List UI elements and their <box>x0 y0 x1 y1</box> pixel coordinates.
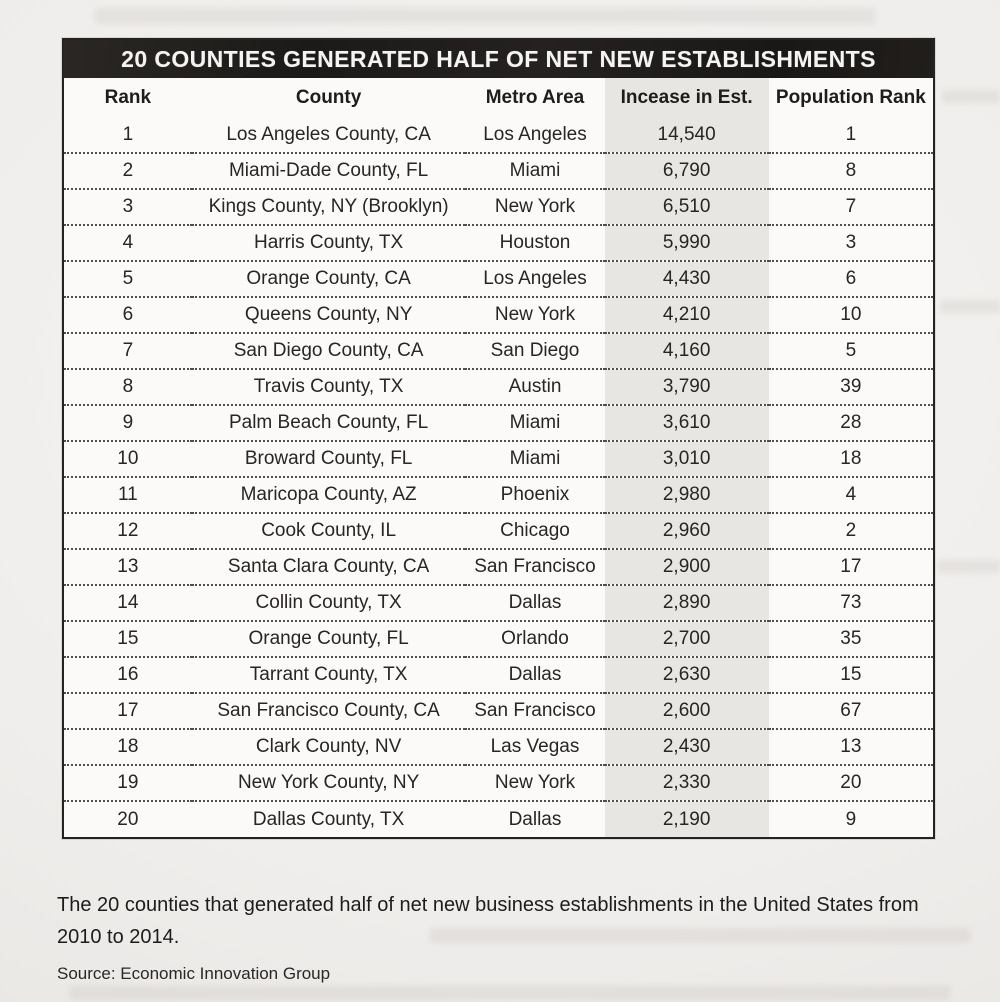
table-cell: 2,330 <box>605 765 769 801</box>
table-cell: Orange County, CA <box>192 261 466 297</box>
table-cell: 5,990 <box>605 225 769 261</box>
table-cell: 5 <box>769 333 933 369</box>
table-cell: Travis County, TX <box>192 369 466 405</box>
bleedthrough-ghost-text <box>942 90 1000 103</box>
table-row <box>64 729 933 765</box>
bleedthrough-ghost-text <box>95 8 875 24</box>
table-cell: Las Vegas <box>465 729 604 765</box>
table-cell: Orange County, FL <box>192 621 466 657</box>
table-cell: 17 <box>769 549 933 585</box>
table-cell: Austin <box>465 369 604 405</box>
table-cell: 2,960 <box>605 513 769 549</box>
table-cell: 4 <box>64 225 192 261</box>
table-cell: Harris County, TX <box>192 225 466 261</box>
column-header: County <box>295 86 362 108</box>
table-cell: 2,190 <box>605 801 769 837</box>
table-cell: 2,980 <box>605 477 769 513</box>
table-cell: 20 <box>769 765 933 801</box>
table-cell: 12 <box>64 513 192 549</box>
table-cell: 6,790 <box>605 153 769 189</box>
table-row <box>64 513 933 549</box>
table-cell: 14,540 <box>605 117 769 153</box>
establishments-table <box>62 38 935 839</box>
table-cell: Miami <box>465 153 604 189</box>
table-caption: The 20 counties that generated half of net new business establishments in the United States from 2010 to 2014. <box>57 894 919 948</box>
table-cell: Santa Clara County, CA <box>192 549 466 585</box>
table-cell: Miami <box>465 405 604 441</box>
table-cell: Maricopa County, AZ <box>192 477 466 513</box>
table-cell: 2,700 <box>605 621 769 657</box>
table-cell: 2,890 <box>605 585 769 621</box>
table-cell: 20 <box>117 808 139 830</box>
table-row <box>64 405 933 441</box>
table-row <box>64 333 933 369</box>
table-cell: 6 <box>64 297 192 333</box>
table-cell: San Francisco <box>465 693 604 729</box>
bleedthrough-ghost-text <box>70 986 950 1000</box>
table-cell: 2 <box>64 153 192 189</box>
table-cell: Dallas County, TX <box>252 808 405 830</box>
table-cell: 13 <box>769 729 933 765</box>
table-cell: Miami <box>465 441 604 477</box>
table-cell: 8 <box>769 153 933 189</box>
table-cell: Dallas <box>465 585 604 621</box>
table-cell: 8 <box>64 369 192 405</box>
table-cell: 6,510 <box>605 189 769 225</box>
table-cell: 28 <box>769 405 933 441</box>
table-body <box>64 117 933 837</box>
table-cell: 3 <box>64 189 192 225</box>
table-cell: San Francisco County, CA <box>192 693 466 729</box>
table-row <box>64 801 933 837</box>
table-cell: 35 <box>769 621 933 657</box>
table-row <box>64 657 933 693</box>
table-cell: 13 <box>64 549 192 585</box>
table-cell: 6 <box>769 261 933 297</box>
table-cell: 4,160 <box>605 333 769 369</box>
table-row <box>64 153 933 189</box>
table-cell: San Diego <box>465 333 604 369</box>
table-cell: 3,010 <box>605 441 769 477</box>
table-cell: San Francisco <box>465 549 604 585</box>
table-cell: Los Angeles <box>465 117 604 153</box>
table-cell: 2,600 <box>605 693 769 729</box>
table-row <box>64 621 933 657</box>
header-row <box>64 78 933 117</box>
bleedthrough-ghost-text <box>938 560 1000 573</box>
table-title-bar <box>64 40 933 78</box>
table-cell: 5 <box>64 261 192 297</box>
table-row <box>64 261 933 297</box>
table-cell: New York County, NY <box>192 765 466 801</box>
table-cell: 17 <box>64 693 192 729</box>
table-row <box>64 441 933 477</box>
table-cell: 18 <box>64 729 192 765</box>
table-cell: 73 <box>769 585 933 621</box>
table-cell: 1 <box>769 117 933 153</box>
source-note: Source: Economic Innovation Group <box>57 964 331 983</box>
table-cell: 2,900 <box>605 549 769 585</box>
table-cell: Phoenix <box>465 477 604 513</box>
table-header <box>64 78 933 117</box>
table-cell: Dallas <box>508 808 562 830</box>
table-cell: Chicago <box>465 513 604 549</box>
table-row <box>64 225 933 261</box>
table-cell: Dallas <box>465 657 604 693</box>
table-cell: 18 <box>769 441 933 477</box>
table-row <box>64 477 933 513</box>
table-row <box>64 549 933 585</box>
table-row <box>64 765 933 801</box>
table-cell: 9 <box>64 405 192 441</box>
table-cell: Cook County, IL <box>192 513 466 549</box>
table-cell: 7 <box>769 189 933 225</box>
table-cell: Palm Beach County, FL <box>192 405 466 441</box>
table-cell: 4,430 <box>605 261 769 297</box>
table-cell: San Diego County, CA <box>192 333 466 369</box>
table-title: 20 COUNTIES GENERATED HALF OF NET NEW ESTABLISHMENTS <box>121 45 876 72</box>
table-cell: 10 <box>769 297 933 333</box>
table-cell: 4 <box>769 477 933 513</box>
table-row <box>64 189 933 225</box>
table-cell: 3,610 <box>605 405 769 441</box>
table-cell: 67 <box>769 693 933 729</box>
table-cell: Collin County, TX <box>192 585 466 621</box>
table-cell: Queens County, NY <box>192 297 466 333</box>
table-cell: Miami-Dade County, FL <box>192 153 466 189</box>
table-cell: 1 <box>64 117 192 153</box>
table-cell: 14 <box>64 585 192 621</box>
table-row <box>64 693 933 729</box>
table-row <box>64 369 933 405</box>
table-cell: Orlando <box>465 621 604 657</box>
table-cell: 3,790 <box>605 369 769 405</box>
table-cell: 11 <box>64 477 192 513</box>
table-row <box>64 117 933 153</box>
table-cell: 19 <box>64 765 192 801</box>
table-cell: 4,210 <box>605 297 769 333</box>
column-header: Incease in Est. <box>605 78 769 117</box>
table-cell: Kings County, NY (Brooklyn) <box>192 189 466 225</box>
table-cell: Los Angeles <box>465 261 604 297</box>
table-cell: Houston <box>465 225 604 261</box>
table-cell: 9 <box>845 808 857 830</box>
table-cell: 39 <box>769 369 933 405</box>
table-cell: New York <box>465 765 604 801</box>
counties-table <box>64 78 933 837</box>
column-header: Metro Area <box>485 86 585 108</box>
table-cell: 2,430 <box>605 729 769 765</box>
table-cell: Clark County, NV <box>192 729 466 765</box>
table-cell: 15 <box>64 621 192 657</box>
column-header: Rank <box>104 86 152 108</box>
table-row <box>64 297 933 333</box>
table-cell: 7 <box>64 333 192 369</box>
table-cell: 15 <box>769 657 933 693</box>
table-cell: New York <box>465 189 604 225</box>
column-header: Population Rank <box>775 86 926 108</box>
table-cell: 2,630 <box>605 657 769 693</box>
table-cell: New York <box>465 297 604 333</box>
bleedthrough-ghost-text <box>940 300 1000 313</box>
table-cell: Broward County, FL <box>192 441 466 477</box>
table-cell: 16 <box>64 657 192 693</box>
table-cell: 3 <box>769 225 933 261</box>
table-cell: Tarrant County, TX <box>192 657 466 693</box>
table-row <box>64 585 933 621</box>
table-cell: 2 <box>769 513 933 549</box>
table-cell: 10 <box>64 441 192 477</box>
table-cell: Los Angeles County, CA <box>192 117 466 153</box>
